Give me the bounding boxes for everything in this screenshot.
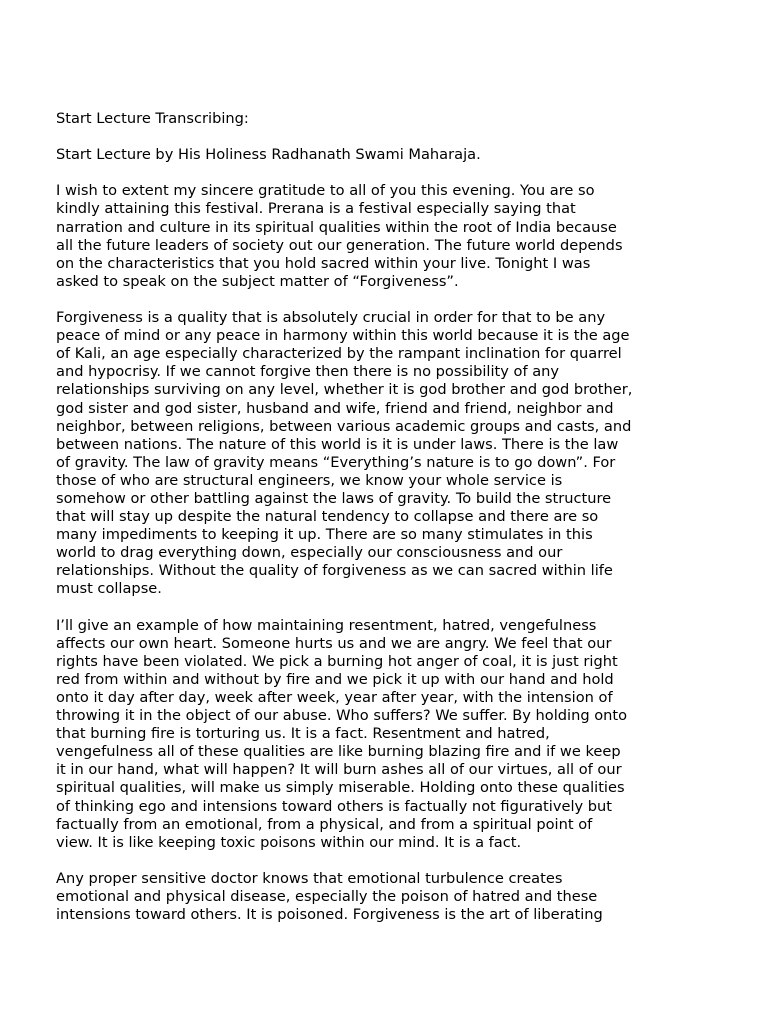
document-heading: Start Lecture Transcribing: [56,110,249,127]
paragraph-4: Any proper sensitive doctor knows that emotional turbulence creates emotional and physical disease, especially the poison of hatred and these intensions toward others. It is poisoned. Forgiveness is the art of liberating [56,869,603,924]
paragraph-3: I’ll give an example of how maintaining resentment, hatred, vengefulness affects our own heart. Someone hurts us and we are angry. We feel that our rights have been violated. We pick a burning hot anger of coal, it is just right red from within and without by fire and we pick it up with our hand and hold onto it day after day, week after week, year after year, with the intension of throwing it in the object of our abuse. Who suffers? We suffer. By holding onto that burning fire is torturing us. It is a fact. Resentment and hatred, vengefulness all of these qualities are like burning blazing fire and if we keep it in our hand, what will happen? It will burn ashes all of our virtues, all of our spiritual qualities, will make us simply miserable. Holding onto these qualities of thinking ego and intensions toward others is factually not figuratively but factually from an emotional, from a physical, and from a spiritual point of view. It is like keeping toxic poisons within our mind. It is a fact. [56,616,628,851]
paragraph-2: Forgiveness is a quality that is absolutely crucial in order for that to be any peace of mind or any peace in harmony within this world because it is the age of Kali, an age especially characterized by the rampant inclination for quarrel and hypocrisy. If we cannot forgive then there is no possibility of any relationships surviving on any level, whether it is god brother and god brother, god sister and god sister, husband and wife, friend and friend, neighbor and neighbor, between religions, between various academic groups and casts, and between nations. The nature of this world is it is under laws. There is the law of gravity. The law of gravity means “Everything’s nature is to go down”. For those of who are structural engineers, we know your whole service is somehow or other battling against the laws of gravity. To build the structure that will stay up despite the natural tendency to collapse and there are so many impediments to keeping it up. There are so many stimulates in this world to drag everything down, especially our consciousness and our relationships. Without the quality of forgiveness as we can sacred within life must collapse. [56,309,633,598]
document-subheading: Start Lecture by His Holiness Radhanath Swami Maharaja. [56,146,481,164]
paragraph-1: I wish to extent my sincere gratitude to all of you this evening. You are so kindly attaining this festival. Prerana is a festival especially saying that narration and culture in its spiritual qualities within the root of India because all the future leaders of society out our generation. The future world depends on the characteristics that you hold sacred within your live. Tonight I was asked to speak on the subject matter of “Forgiveness”. [56,182,623,290]
document-body [56,110,666,942]
